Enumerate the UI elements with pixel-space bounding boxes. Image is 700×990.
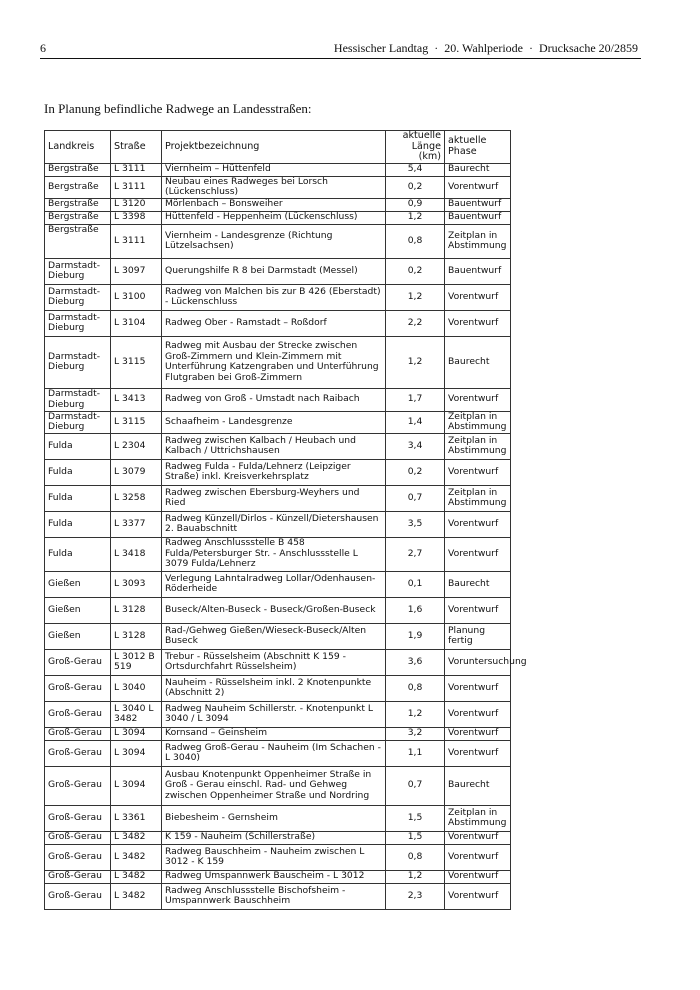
cell-strasse: L 3094 xyxy=(111,740,162,766)
cell-phase: Bauentwurf xyxy=(445,198,511,211)
header-rule xyxy=(40,58,641,59)
table-row xyxy=(45,649,511,675)
cell-phase: Voruntersuchung xyxy=(445,649,511,675)
cell-phase: Vorentwurf xyxy=(445,831,511,844)
table-row xyxy=(45,623,511,649)
table-row xyxy=(45,258,511,284)
cell-strasse: L 3361 xyxy=(111,805,162,831)
cell-laenge: 1,2 xyxy=(386,284,445,310)
cell-laenge: 3,4 xyxy=(386,433,445,459)
cell-phase: Vorentwurf xyxy=(445,284,511,310)
cell-laenge: 1,6 xyxy=(386,597,445,623)
cell-laenge: 0,8 xyxy=(386,844,445,870)
cell-laenge: 3,5 xyxy=(386,511,445,537)
cell-landkreis: Darmstadt-Dieburg xyxy=(45,336,111,388)
cell-landkreis: Bergstraße xyxy=(45,163,111,176)
cell-laenge: 0,8 xyxy=(386,675,445,701)
cell-laenge: 2,3 xyxy=(386,883,445,909)
cell-laenge: 1,5 xyxy=(386,805,445,831)
cell-projekt: Schaafheim - Landesgrenze xyxy=(162,411,386,433)
header-separator: · xyxy=(529,41,534,55)
cell-laenge: 0,9 xyxy=(386,198,445,211)
table-row xyxy=(45,537,511,571)
cell-strasse: L 3258 xyxy=(111,485,162,511)
cell-strasse: L 3012 B 519 xyxy=(111,649,162,675)
cell-phase: Zeitplan in Abstimmung xyxy=(445,485,511,511)
cell-phase: Zeitplan in Abstimmung xyxy=(445,805,511,831)
cell-phase: Bauentwurf xyxy=(445,258,511,284)
table-row xyxy=(45,740,511,766)
cell-landkreis: Fulda xyxy=(45,485,111,511)
cell-strasse: L 3482 xyxy=(111,870,162,883)
cell-projekt: Radweg Umspannwerk Bauscheim - L 3012 xyxy=(162,870,386,883)
table-row xyxy=(45,485,511,511)
cell-strasse: L 3079 xyxy=(111,459,162,485)
table-row xyxy=(45,831,511,844)
page-number: 6 xyxy=(40,41,46,55)
cell-projekt: Buseck/Alten-Buseck - Buseck/Großen-Buseck xyxy=(162,597,386,623)
cell-strasse: L 3377 xyxy=(111,511,162,537)
cell-strasse: L 3040 L 3482 xyxy=(111,701,162,727)
cell-laenge: 1,1 xyxy=(386,740,445,766)
cell-projekt: Radweg Nauheim Schillerstr. - Knotenpunkt L 3040 / L 3094 xyxy=(162,701,386,727)
cell-strasse: L 3482 xyxy=(111,844,162,870)
cell-projekt: Radweg Ober - Ramstadt – Roßdorf xyxy=(162,310,386,336)
cell-strasse: L 3482 xyxy=(111,883,162,909)
cell-landkreis: Groß-Gerau xyxy=(45,727,111,740)
cell-projekt: Radweg Künzell/Dirlos - Künzell/Dietershausen 2. Bauabschnitt xyxy=(162,511,386,537)
cell-phase: Zeitplan in Abstimmung xyxy=(445,411,511,433)
header-phase: aktuelle Phase xyxy=(445,131,511,164)
table-row xyxy=(45,411,511,433)
cell-phase: Bauentwurf xyxy=(445,211,511,224)
table-row xyxy=(45,336,511,388)
header-projekt: Projektbezeichnung xyxy=(162,131,386,164)
cell-strasse: L 3093 xyxy=(111,571,162,597)
table-row xyxy=(45,675,511,701)
table-row xyxy=(45,701,511,727)
header-period: 20. Wahlperiode xyxy=(444,41,524,55)
cell-phase: Vorentwurf xyxy=(445,883,511,909)
table-row xyxy=(45,388,511,411)
header-document: Drucksache 20/2859 xyxy=(539,41,638,55)
cell-landkreis: Groß-Gerau xyxy=(45,766,111,805)
table-row xyxy=(45,459,511,485)
header-strasse: Straße xyxy=(111,131,162,164)
cell-strasse: L 3115 xyxy=(111,336,162,388)
cell-laenge: 0,1 xyxy=(386,571,445,597)
cell-projekt: Biebesheim - Gernsheim xyxy=(162,805,386,831)
table-row xyxy=(45,571,511,597)
cell-projekt: Trebur - Rüsselsheim (Abschnitt K 159 - Ortsdurchfahrt Rüsselsheim) xyxy=(162,649,386,675)
cell-projekt: Mörlenbach – Bonsweiher xyxy=(162,198,386,211)
table-row xyxy=(45,597,511,623)
cell-phase: Vorentwurf xyxy=(445,459,511,485)
cell-projekt: Viernheim – Hüttenfeld xyxy=(162,163,386,176)
cell-phase: Vorentwurf xyxy=(445,388,511,411)
cell-landkreis: Bergstraße xyxy=(45,211,111,224)
cell-strasse: L 2304 xyxy=(111,433,162,459)
cell-landkreis: Darmstadt-Dieburg xyxy=(45,388,111,411)
cell-laenge: 1,2 xyxy=(386,336,445,388)
table-row xyxy=(45,883,511,909)
cell-laenge: 1,9 xyxy=(386,623,445,649)
table-row xyxy=(45,310,511,336)
cell-laenge: 0,7 xyxy=(386,485,445,511)
table-row xyxy=(45,224,511,258)
cell-strasse: L 3097 xyxy=(111,258,162,284)
table-row xyxy=(45,805,511,831)
cell-strasse: L 3398 xyxy=(111,211,162,224)
cell-landkreis: Groß-Gerau xyxy=(45,740,111,766)
cell-projekt: K 159 - Nauheim (Schillerstraße) xyxy=(162,831,386,844)
table-row xyxy=(45,176,511,198)
cell-phase: Baurecht xyxy=(445,163,511,176)
cell-strasse: L 3040 xyxy=(111,675,162,701)
header-laenge: aktuelle Länge (km) xyxy=(386,131,445,164)
cell-projekt: Verlegung Lahntalradweg Lollar/Odenhausen-Röderheide xyxy=(162,571,386,597)
cell-laenge: 1,5 xyxy=(386,831,445,844)
cell-landkreis: Groß-Gerau xyxy=(45,701,111,727)
cell-strasse: L 3413 xyxy=(111,388,162,411)
table-row xyxy=(45,870,511,883)
cell-projekt: Radweg Bauschheim - Nauheim zwischen L 3012 - K 159 xyxy=(162,844,386,870)
cell-strasse: L 3111 xyxy=(111,176,162,198)
cell-laenge: 1,7 xyxy=(386,388,445,411)
cell-landkreis: Groß-Gerau xyxy=(45,831,111,844)
cell-strasse: L 3111 xyxy=(111,224,162,258)
cell-landkreis: Groß-Gerau xyxy=(45,883,111,909)
cell-strasse: L 3120 xyxy=(111,198,162,211)
cell-landkreis: Gießen xyxy=(45,597,111,623)
cell-landkreis: Darmstadt-Dieburg xyxy=(45,284,111,310)
cell-phase: Zeitplan in Abstimmung xyxy=(445,224,511,258)
cell-landkreis: Darmstadt-Dieburg xyxy=(45,258,111,284)
cell-strasse: L 3128 xyxy=(111,597,162,623)
cell-landkreis: Groß-Gerau xyxy=(45,844,111,870)
cell-projekt: Radweg mit Ausbau der Strecke zwischen Groß-Zimmern und Klein-Zimmern mit Unterführung Katzengraben und Unterführung Flutgraben bei Groß-Zimmern xyxy=(162,336,386,388)
cell-laenge: 2,2 xyxy=(386,310,445,336)
cell-phase: Vorentwurf xyxy=(445,310,511,336)
cell-projekt: Ausbau Knotenpunkt Oppenheimer Straße in Groß - Gerau einschl. Rad- und Gehweg zwischen Oppenheimer Straße und Nordring xyxy=(162,766,386,805)
cell-landkreis: Bergstraße xyxy=(45,176,111,198)
cell-strasse: L 3482 xyxy=(111,831,162,844)
cell-projekt: Radweg Anschlussstelle Bischofsheim - Umspannwerk Bauschheim xyxy=(162,883,386,909)
section-title: In Planung befindliche Radwege an Landesstraßen: xyxy=(44,101,312,116)
cell-projekt: Radweg Anschlussstelle B 458 Fulda/Petersburger Str. - Anschlussstelle L 3079 Fulda/Lehnerz xyxy=(162,537,386,571)
cell-phase: Vorentwurf xyxy=(445,701,511,727)
cell-projekt: Viernheim - Landesgrenze (Richtung Lützelsachsen) xyxy=(162,224,386,258)
cell-phase: Vorentwurf xyxy=(445,727,511,740)
cell-phase: Vorentwurf xyxy=(445,870,511,883)
cell-strasse: L 3111 xyxy=(111,163,162,176)
cell-strasse: L 3128 xyxy=(111,623,162,649)
cell-phase: Baurecht xyxy=(445,336,511,388)
cell-strasse: L 3104 xyxy=(111,310,162,336)
cell-projekt: Neubau eines Radweges bei Lorsch (Lückenschluss) xyxy=(162,176,386,198)
cell-landkreis: Groß-Gerau xyxy=(45,675,111,701)
cell-projekt: Radweg von Groß - Umstadt nach Raibach xyxy=(162,388,386,411)
cell-laenge: 0,2 xyxy=(386,258,445,284)
table-row xyxy=(45,211,511,224)
cell-projekt: Hüttenfeld - Heppenheim (Lückenschluss) xyxy=(162,211,386,224)
cell-laenge: 0,2 xyxy=(386,459,445,485)
table-row xyxy=(45,844,511,870)
cell-laenge: 1,2 xyxy=(386,701,445,727)
table-row xyxy=(45,284,511,310)
cell-projekt: Nauheim - Rüsselsheim inkl. 2 Knotenpunkte (Abschnitt 2) xyxy=(162,675,386,701)
table-row xyxy=(45,766,511,805)
cell-landkreis: Groß-Gerau xyxy=(45,805,111,831)
cell-phase: Vorentwurf xyxy=(445,176,511,198)
cell-phase: Baurecht xyxy=(445,766,511,805)
cell-phase: Vorentwurf xyxy=(445,511,511,537)
header-separator: · xyxy=(434,41,439,55)
cell-landkreis: Darmstadt-Dieburg xyxy=(45,310,111,336)
cell-phase: Planung fertig xyxy=(445,623,511,649)
cell-landkreis: Groß-Gerau xyxy=(45,649,111,675)
header-publication: Hessischer Landtag xyxy=(333,41,429,55)
cell-laenge: 0,7 xyxy=(386,766,445,805)
header-run xyxy=(334,41,638,56)
cell-laenge: 0,8 xyxy=(386,224,445,258)
cell-laenge: 3,6 xyxy=(386,649,445,675)
cell-phase: Vorentwurf xyxy=(445,844,511,870)
header-landkreis: Landkreis xyxy=(45,131,111,164)
cell-phase: Zeitplan in Abstimmung xyxy=(445,433,511,459)
cell-laenge: 5,4 xyxy=(386,163,445,176)
cell-phase: Baurecht xyxy=(445,571,511,597)
cell-landkreis: Bergstraße xyxy=(45,224,111,258)
cell-landkreis: Groß-Gerau xyxy=(45,870,111,883)
table-row xyxy=(45,511,511,537)
table-row xyxy=(45,163,511,176)
cell-strasse: L 3418 xyxy=(111,537,162,571)
cell-laenge: 1,4 xyxy=(386,411,445,433)
cell-landkreis: Fulda xyxy=(45,511,111,537)
cell-laenge: 3,2 xyxy=(386,727,445,740)
radwege-table xyxy=(44,130,527,910)
cell-laenge: 0,2 xyxy=(386,176,445,198)
cell-projekt: Rad-/Gehweg Gießen/Wieseck-Buseck/Alten Buseck xyxy=(162,623,386,649)
cell-landkreis: Bergstraße xyxy=(45,198,111,211)
cell-projekt: Radweg Fulda - Fulda/Lehnerz (Leipziger Straße) inkl. Kreisverkehrsplatz xyxy=(162,459,386,485)
cell-projekt: Kornsand – Geinsheim xyxy=(162,727,386,740)
cell-projekt: Radweg zwischen Kalbach / Heubach und Kalbach / Uttrichshausen xyxy=(162,433,386,459)
cell-projekt: Radweg zwischen Ebersburg-Weyhers und Ried xyxy=(162,485,386,511)
cell-phase: Vorentwurf xyxy=(445,537,511,571)
cell-laenge: 2,7 xyxy=(386,537,445,571)
cell-phase: Vorentwurf xyxy=(445,675,511,701)
cell-projekt: Radweg Groß-Gerau - Nauheim (Im Schachen - L 3040) xyxy=(162,740,386,766)
cell-strasse: L 3115 xyxy=(111,411,162,433)
table-row xyxy=(45,198,511,211)
cell-strasse: L 3094 xyxy=(111,766,162,805)
cell-landkreis: Fulda xyxy=(45,459,111,485)
cell-landkreis: Fulda xyxy=(45,537,111,571)
cell-projekt: Querungshilfe R 8 bei Darmstadt (Messel) xyxy=(162,258,386,284)
cell-projekt: Radweg von Malchen bis zur B 426 (Eberstadt) - Lückenschluss xyxy=(162,284,386,310)
cell-laenge: 1,2 xyxy=(386,211,445,224)
cell-landkreis: Darmstadt-Dieburg xyxy=(45,411,111,433)
running-header xyxy=(40,41,640,57)
cell-landkreis: Gießen xyxy=(45,623,111,649)
cell-strasse: L 3100 xyxy=(111,284,162,310)
table-row xyxy=(45,433,511,459)
cell-strasse: L 3094 xyxy=(111,727,162,740)
table-header-row xyxy=(45,131,511,164)
cell-landkreis: Fulda xyxy=(45,433,111,459)
cell-landkreis: Gießen xyxy=(45,571,111,597)
cell-phase: Vorentwurf xyxy=(445,597,511,623)
table-row xyxy=(45,727,511,740)
cell-phase: Vorentwurf xyxy=(445,740,511,766)
cell-laenge: 1,2 xyxy=(386,870,445,883)
